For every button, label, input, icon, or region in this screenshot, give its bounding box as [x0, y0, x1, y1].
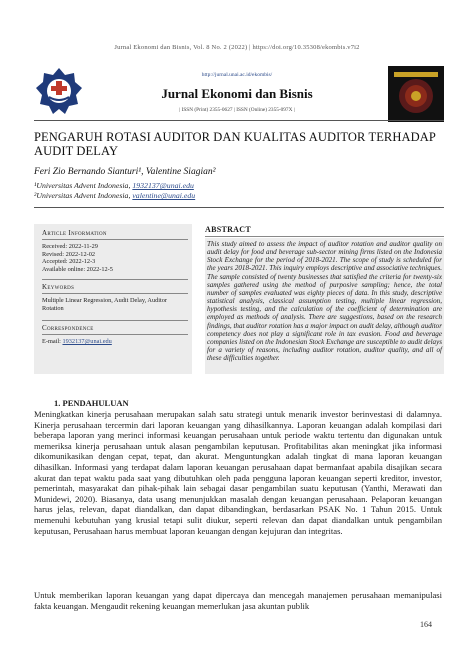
info-divider [42, 279, 188, 280]
correspondence-heading: Correspondence [42, 324, 94, 332]
issn-line: | ISSN (Print) 2355-0627 | ISSN (Online) 2355-097X | [179, 107, 295, 113]
section-divider [34, 207, 444, 208]
body-paragraph-1: Meningkatkan kinerja perusahaan merupakan salah satu strategi untuk menarik investor berinvestasi di dalamnya. Kinerja perusahaan tercermin dari laporan keuangan yang dihasilkannya. Laporan keuangan adalah kompilasi dari beberapa laporan yang merinci informasi keuangan perusahaan untuk periode waktu tertentu dan digunakan untuk memeriksa kinerja perusahaan untuk alasan pengambilan keputusan. Profitabilitas akan meningkat jika informasi dikomunikasikan dengan cepat, tepat, dan akurat. Menguntungkan adalah tingkat di mana laporan keuangan dihasilkan. Informasi yang terdapat dalam laporan keuangan perusahaan dapat bermanfaat apabila disajikan secara akurat dan tepat waktu pada saat yang dibutuhkan oleh pada pengguna laporan keuangan seperti kreditor, investor, pemerintah, masyarakat dan pihak-pihak lain sebagai dasar pengambilan suatu keputusan (Yanthi, Merawati dan Munidewi, 2020). Biasanya, data usang menunjukkan masalah dengan keuangan perusahaan. Pelaporan keuangan harus jelas, relevan, dapat diandalkan, dan dapat dibandingkan, berdasarkan PSAK No. 1 Tahun 2015. Untuk memenuhi kebutuhan yang krusial tetapi sulit diukur, seperti relevan dan dapat diandalkan untuk pengambilan keputusan, Perusahaan harus membuat laporan keuangan dengan kejujuran dan integritas. [34, 409, 442, 536]
section-heading: 1. PENDAHULUAN [54, 398, 129, 408]
journal-url-link[interactable]: http://jurnal.unai.ac.id/ekombis/ [201, 72, 273, 78]
keywords-text: Multiple Linear Regression, Audit Delay, Auditor Rotation [42, 297, 167, 312]
article-info-heading: Article Information [42, 229, 107, 237]
accepted-date: Accepted: 2022-12-3 [42, 258, 96, 265]
journal-title: Jurnal Ekonomi dan Bisnis [161, 86, 313, 101]
article-info-panel [34, 224, 192, 374]
body-paragraph-2: Untuk memberikan laporan keuangan yang dapat dipercaya dan mencegah manajemen perusahaan memanipulasi fakta keuangan. Mengaudit rekening keuangan memerlukan jasa akuntan publik [34, 590, 442, 611]
page-number: 164 [420, 620, 432, 629]
abstract-divider [205, 236, 444, 237]
revised-date: Revised: 2022-12-02 [42, 250, 95, 258]
affiliation-1: ¹Universitas Advent Indonesia, 1932137@unai.edu [34, 181, 194, 190]
article-title: PENGARUH ROTASI AUDITOR DAN KUALITAS AUDITOR TERHADAP AUDIT DELAY [34, 130, 436, 158]
correspondence-email: E-mail: 1932137@unai.edu [42, 338, 112, 345]
affiliation-2-email-link[interactable]: valentine@unai.edu [132, 191, 196, 200]
affiliation-1-email-link[interactable]: 1932137@unai.edu [132, 181, 194, 190]
abstract-text: This study aimed to assess the impact of auditor rotation and auditor quality on audit delay for food and beverage sub-sector mining firms listed on the Indonesia Stock Exchange for the period of 2018-2021. The scope of study is scheduled for the years 2018-2021. This inquiry employs descriptive and associative techniques. The sample consisted of twenty businesses that satisfied the criteria for twenty-six samples gathered using the method of purposive sampling; hence, the total number of samples evaluated was eighty pieces of data. In this study, descriptive statistical analysis, classical assumption testing, multiple linear regression, hypothesis testing, and the calculation of the coefficient of determination are employed as methods of analysis. There are suggestions, based on the research findings, that auditor rotation has a major impact on audit delay, although auditor competency does not play a significant role in tax evasion. Food and beverage companies listed on the Indonesian Stock Exchange are susceptible to audit delays for a variety of reasons, including auditor rotation, auditor quality, and all of these difficulties together. [207, 240, 442, 363]
available-date: Available online: 2022-12-5 [42, 265, 113, 273]
authors: Feri Zio Bernando Sianturi¹, Valentine Siagian² [34, 167, 216, 177]
keywords-heading: Keywords [42, 283, 75, 291]
running-header: Jurnal Ekonomi dan Bisnis, Vol. 8 No. 2 (2022) | https://doi.org/10.35308/ekombis.v7i2 [114, 44, 360, 51]
header-divider [34, 120, 444, 121]
info-divider [42, 293, 188, 294]
abstract-heading: ABSTRACT [205, 225, 251, 234]
correspondence-email-link[interactable]: 1932137@unai.edu [62, 338, 112, 345]
info-divider [42, 239, 188, 240]
received-date: Received: 2022-11-29 [42, 243, 98, 250]
info-divider [42, 334, 188, 335]
affiliation-2: ²Universitas Advent Indonesia, valentine@unai.edu [34, 191, 196, 200]
info-divider [42, 320, 188, 321]
